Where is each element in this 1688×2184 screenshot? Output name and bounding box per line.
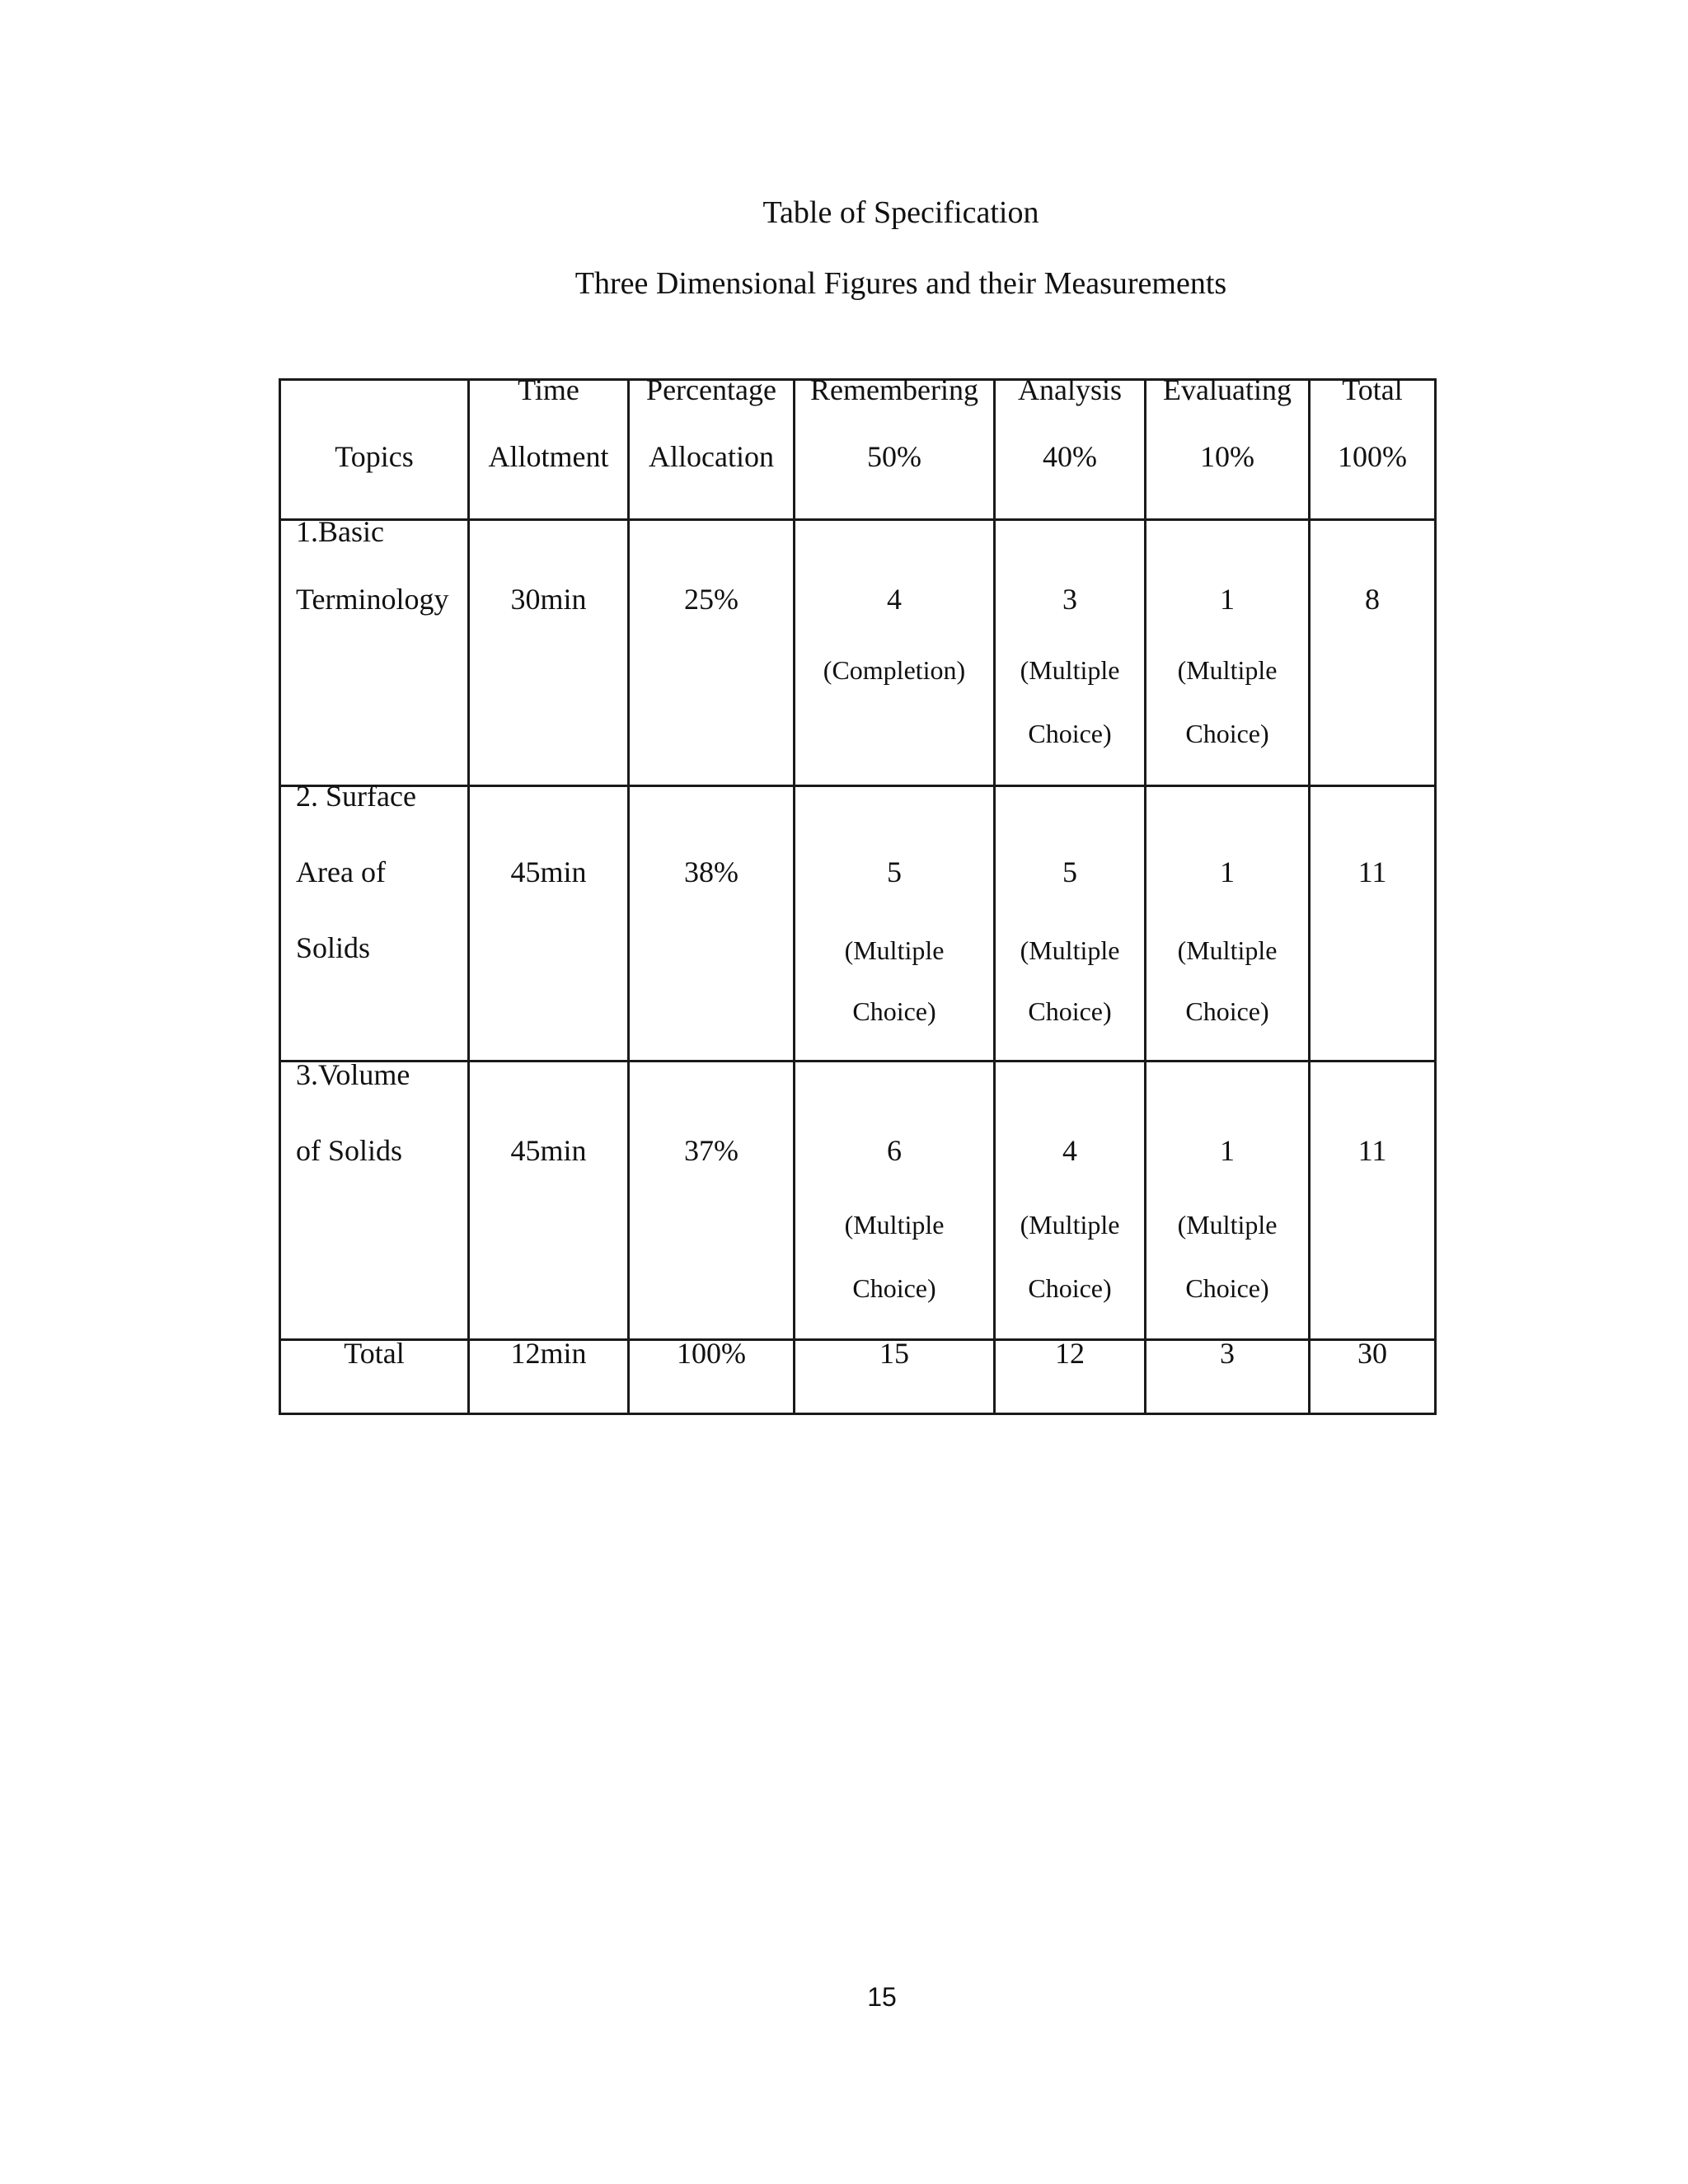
analysis-count: 3 [1062,583,1077,616]
evaluating-count: 1 [1220,855,1235,888]
specification-table [279,373,1437,1415]
header-evaluating-line2: 10% [1200,440,1254,473]
percentage-value: 25% [684,583,738,616]
totals-label-cell [281,1337,467,1413]
header-total-line1: Total [1342,373,1403,406]
header-topics-label: Topics [335,440,414,473]
document-subtitle: Three Dimensional Figures and their Measurements [574,266,1227,301]
totals-remembering-cell [793,1337,993,1413]
evaluating-count: 1 [1220,583,1235,616]
remembering-cell [793,521,993,785]
topic-line: Terminology [296,583,449,616]
remembering-type: Choice) [852,996,936,1026]
evaluating-type: Choice) [1185,996,1269,1026]
totals-percentage: 100% [677,1337,746,1370]
header-percentage-line1: Percentage [646,373,776,406]
header-percentage-allocation [627,373,793,518]
totals-label: Total [344,1337,405,1370]
remembering-type: (Multiple [844,935,945,965]
total-value: 11 [1357,1134,1387,1167]
topic-cell [281,1058,467,1338]
evaluating-type: (Multiple [1177,655,1278,685]
table-row [281,1060,1434,1338]
document-title: Table of Specification [762,195,1039,230]
remembering-type: Choice) [852,1273,936,1303]
time-value: 45min [510,1134,587,1167]
totals-evaluating-cell [1144,1337,1308,1413]
totals-analysis: 12 [1055,1337,1085,1370]
analysis-type: (Multiple [1020,655,1120,685]
topic-line: 1.Basic [296,515,384,548]
total-value: 8 [1365,583,1380,616]
analysis-cell [993,1062,1144,1338]
totals-remembering: 15 [879,1337,909,1370]
percentage-cell [627,787,793,1060]
header-analysis [993,373,1144,518]
header-remembering-line2: 50% [867,440,921,473]
table-row [281,515,1434,785]
totals-total: 30 [1357,1337,1387,1370]
percentage-value: 37% [684,1134,738,1167]
topic-cell [281,515,467,785]
analysis-count: 4 [1062,1134,1077,1167]
topic-cell [281,780,467,1060]
evaluating-count: 1 [1220,1134,1235,1167]
totals-percentage-cell [627,1337,793,1413]
header-topics [281,381,467,518]
evaluating-cell [1144,1062,1308,1338]
totals-total-cell [1308,1337,1434,1413]
total-cell [1308,787,1434,1060]
evaluating-cell [1144,521,1308,785]
table-row [281,780,1434,1060]
remembering-type: (Completion) [823,655,966,685]
header-time-line2: Allotment [488,440,609,473]
analysis-type: Choice) [1028,1273,1112,1303]
total-value: 11 [1357,855,1387,888]
remembering-count: 6 [887,1134,902,1167]
analysis-type: Choice) [1028,996,1112,1026]
analysis-cell [993,521,1144,785]
remembering-cell [793,1062,993,1338]
total-cell [1308,521,1434,785]
header-total-line2: 100% [1338,440,1407,473]
percentage-value: 38% [684,855,738,888]
remembering-type: (Multiple [844,1210,945,1240]
time-cell [467,787,627,1060]
time-value: 30min [510,583,587,616]
page-number: 15 [867,1982,897,2012]
topic-line: of Solids [296,1134,403,1167]
evaluating-type: (Multiple [1177,1210,1278,1240]
percentage-cell [627,1062,793,1338]
total-cell [1308,1062,1434,1338]
header-analysis-line1: Analysis [1018,373,1122,406]
header-percentage-line2: Allocation [649,440,774,473]
topic-line: 2. Surface [296,780,416,813]
time-cell [467,1062,627,1338]
totals-time: 12min [510,1337,587,1370]
analysis-type: Choice) [1028,719,1112,748]
evaluating-type: Choice) [1185,719,1269,748]
remembering-count: 4 [887,583,902,616]
header-remembering [793,373,993,518]
header-remembering-line1: Remembering [810,373,978,406]
topic-line: Solids [296,931,371,964]
remembering-cell [793,787,993,1060]
evaluating-type: (Multiple [1177,935,1278,965]
time-cell [467,521,627,785]
table-header-row [281,373,1434,518]
evaluating-type: Choice) [1185,1273,1269,1303]
header-total [1308,373,1434,518]
table-totals-row [281,1338,1434,1413]
header-analysis-line2: 40% [1043,440,1097,473]
topic-line: 3.Volume [296,1058,410,1091]
totals-time-cell [467,1337,627,1413]
header-time-allotment [467,373,627,518]
time-value: 45min [510,855,587,888]
analysis-type: (Multiple [1020,1210,1120,1240]
analysis-type: (Multiple [1020,935,1120,965]
remembering-count: 5 [887,855,902,888]
header-evaluating [1144,373,1308,518]
header-evaluating-line1: Evaluating [1163,373,1292,406]
percentage-cell [627,521,793,785]
evaluating-cell [1144,787,1308,1060]
topic-line: Area of [296,855,386,888]
totals-analysis-cell [993,1337,1144,1413]
analysis-count: 5 [1062,855,1077,888]
totals-evaluating: 3 [1220,1337,1235,1370]
analysis-cell [993,787,1144,1060]
header-time-line1: Time [518,373,579,406]
